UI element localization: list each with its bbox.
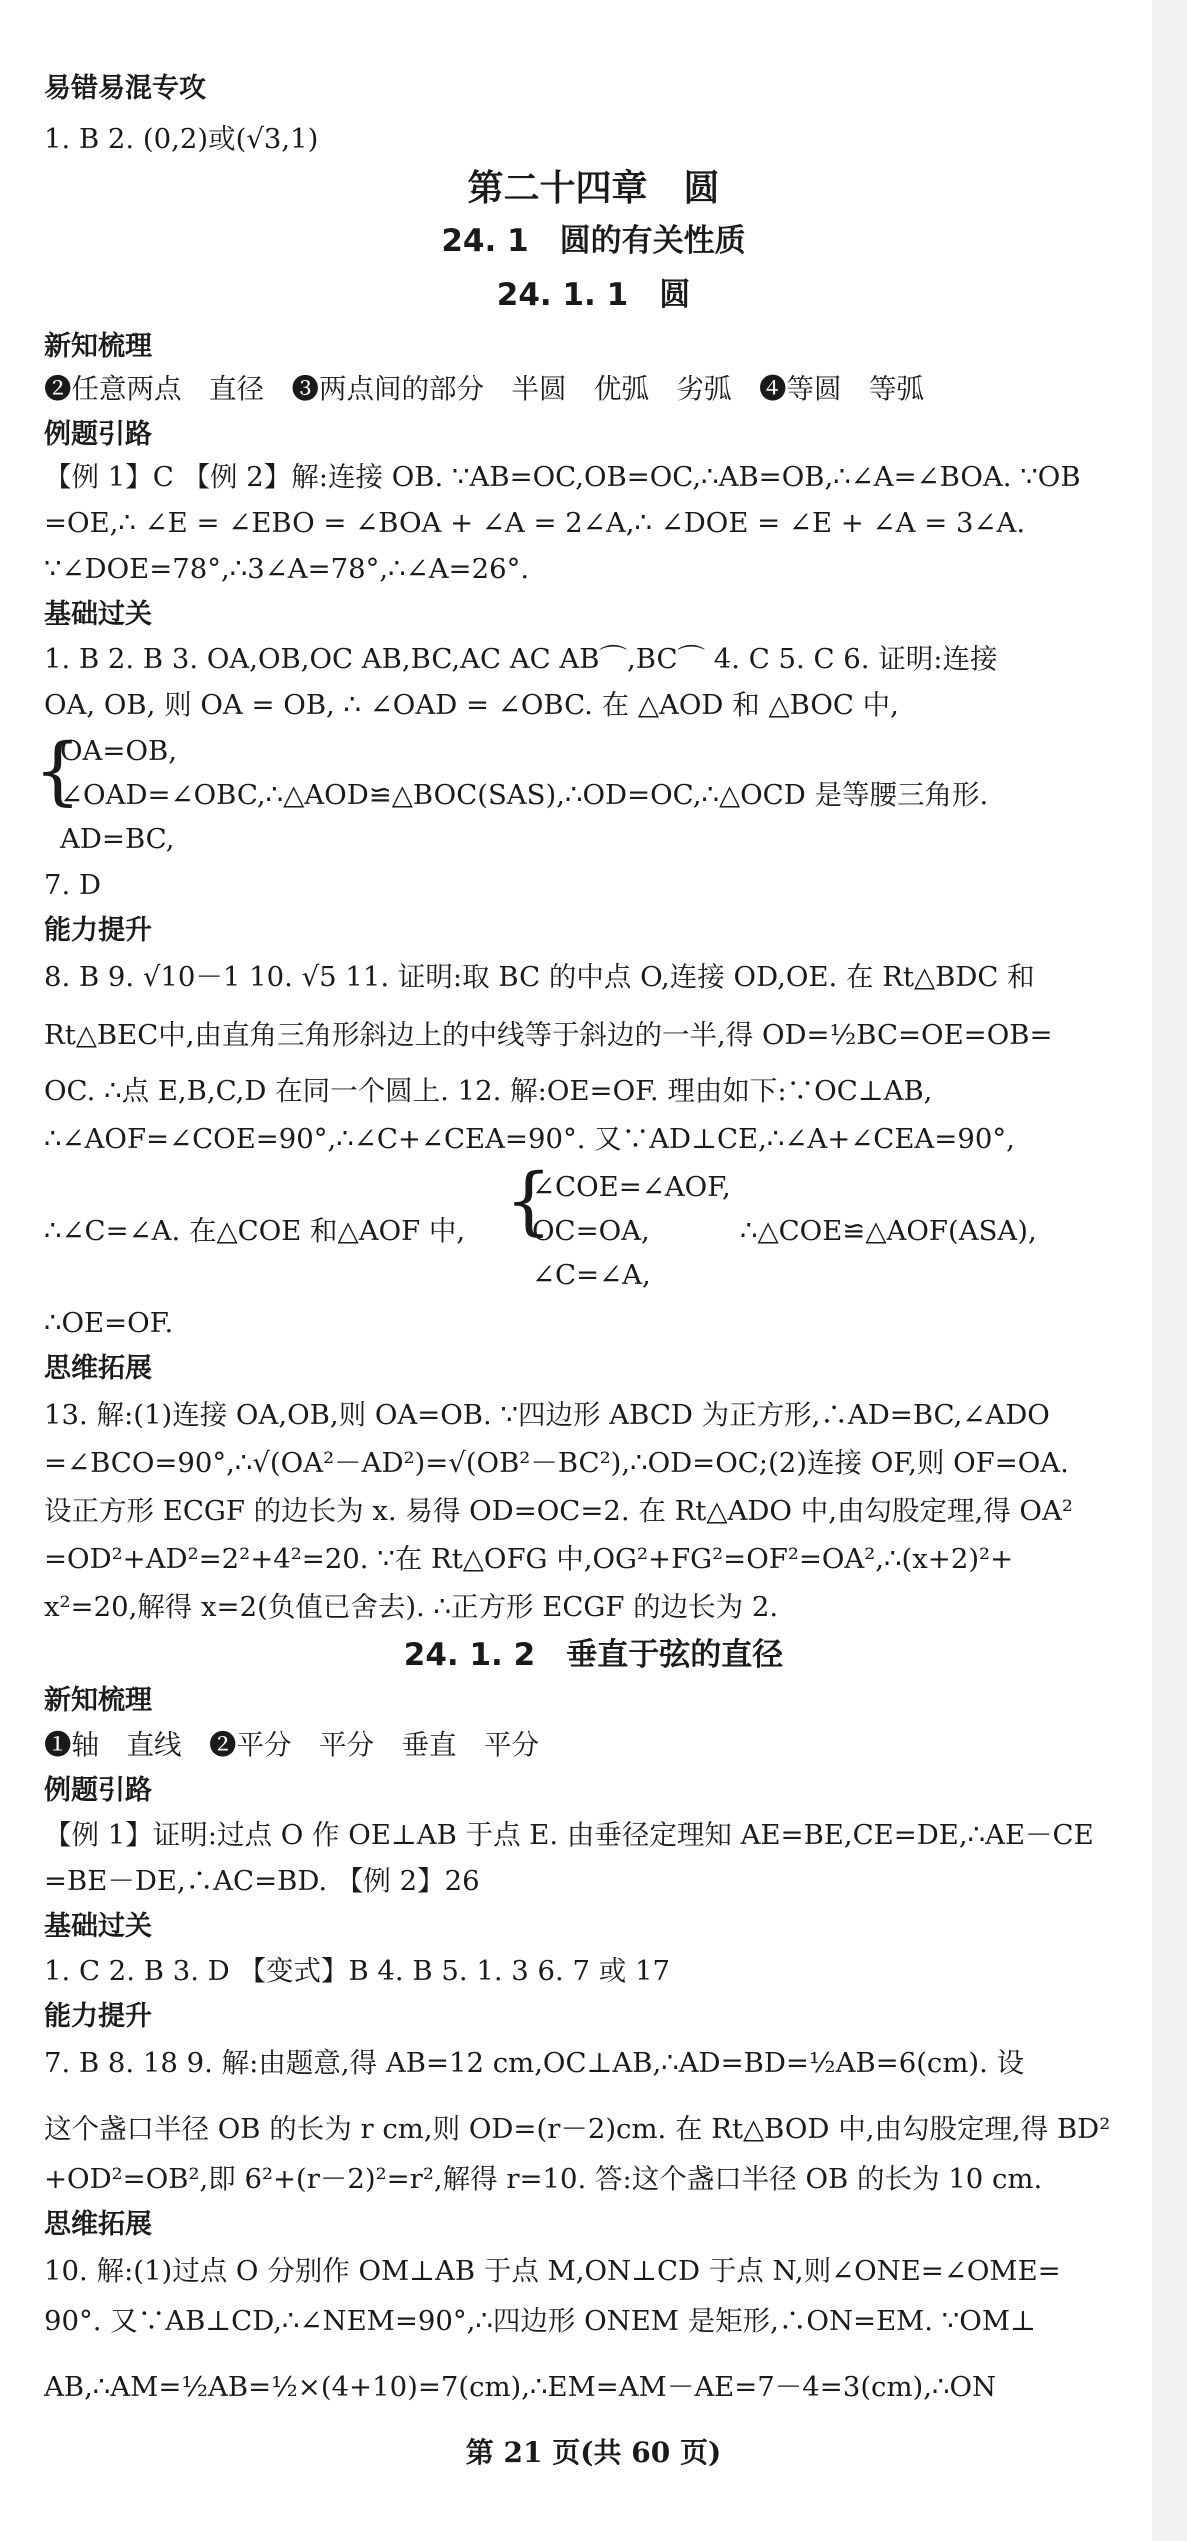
system-line: ∠COE=∠AOF, (532, 1171, 731, 1203)
ability-line: 这个盏口半径 OB 的长为 r cm,则 OD=(r－2)cm. 在 Rt△BOD 中,由勾股定理,得 BD² (44, 2113, 1111, 2145)
ability-line: 7. B 8. 18 9. 解:由题意,得 AB=12 cm,OC⊥AB,∴AD=BD=½AB=6(cm). 设 (44, 2047, 1025, 2079)
example-line: 【例 1】C 【例 2】解:连接 OB. ∵AB=OC,OB=OC,∴AB=OB,∴∠A=∠BOA. ∵OB (44, 461, 1081, 493)
system-line: OA=OB, (60, 735, 177, 767)
chapter-title: 第二十四章 圆 (467, 167, 720, 209)
ability-line: ∴△COE≌△AOF(ASA), (740, 1215, 1037, 1247)
heading-ability: 能力提升 (44, 2001, 152, 2032)
thinking-line: 10. 解:(1)过点 O 分别作 OM⊥AB 于点 M,ON⊥CD 于点 N,则∠ONE=∠OME= (44, 2255, 1061, 2287)
section-title: 24. 1 圆的有关性质 (441, 223, 746, 259)
new-knowledge-answers: ❷任意两点 直径 ❸两点间的部分 半圆 优弧 劣弧 ❹等圆 等弧 (44, 373, 924, 405)
subsection-title-1: 24. 1. 1 圆 (496, 277, 691, 313)
thinking-line: =∠BCO=90°,∴√(OA²－AD²)=√(OB²－BC²),∴OD=OC;(2)连接 OF,则 OF=OA. (44, 1447, 1069, 1479)
example-line: =OE,∴ ∠E = ∠EBO = ∠BOA + ∠A = 2∠A,∴ ∠DOE = ∠E + ∠A = 3∠A. (44, 507, 1026, 539)
system-line: OC=OA, (532, 1215, 650, 1247)
thinking-line: 90°. 又∵AB⊥CD,∴∠NEM=90°,∴四边形 ONEM 是矩形,∴ON=EM. ∵OM⊥ (44, 2305, 1036, 2337)
system-line: AD=BC, (60, 823, 175, 855)
thinking-line: 设正方形 ECGF 的边长为 x. 易得 OD=OC=2. 在 Rt△ADO 中,由勾股定理,得 OA² (44, 1495, 1073, 1527)
ability-line: ∴∠AOF=∠COE=90°,∴∠C+∠CEA=90°. 又∵AD⊥CE,∴∠A+∠CEA=90°, (44, 1123, 1015, 1155)
thinking-line: AB,∴AM=½AB=½×(4+10)=7(cm),∴EM=AM－AE=7－4=3(cm),∴ON (44, 2371, 997, 2403)
ability-line: ∴∠C=∠A. 在△COE 和△AOF 中, (44, 1215, 466, 1247)
ability-line: 8. B 9. √10－1 10. √5 11. 证明:取 BC 的中点 O,连接 OD,OE. 在 Rt△BDC 和 (44, 961, 1035, 993)
system-brace: { (505, 1158, 553, 1244)
subsection-title-2: 24. 1. 2 垂直于弦的直径 (403, 1637, 784, 1673)
thinking-line: 13. 解:(1)连接 OA,OB,则 OA=OB. ∵四边形 ABCD 为正方形,∴AD=BC,∠ADO (44, 1399, 1050, 1431)
page-footer: 第 21 页(共 60 页) (465, 2436, 722, 2469)
thinking-line: x²=20,解得 x=2(负值已舍去). ∴正方形 ECGF 的边长为 2. (44, 1591, 779, 1623)
heading-examples: 例题引路 (44, 1775, 152, 1806)
example-line: 【例 1】证明:过点 O 作 OE⊥AB 于点 E. 由垂径定理知 AE=BE,CE=DE,∴AE－CE (44, 1819, 1094, 1851)
heading-ability: 能力提升 (44, 915, 152, 946)
example-line: =BE－DE,∴AC=BD. 【例 2】26 (44, 1865, 480, 1897)
basic-line: 1. C 2. B 3. D 【变式】B 4. B 5. 1. 3 6. 7 或 17 (44, 1955, 670, 1987)
heading-new-knowledge: 新知梳理 (44, 331, 152, 362)
system-line: ∠C=∠A, (532, 1259, 651, 1291)
heading-error-prone: 易错易混专攻 (44, 73, 206, 104)
heading-basic: 基础过关 (44, 1911, 152, 1942)
basic-line: 1. B 2. B 3. OA,OB,OC AB,BC,AC AC AB⌒,BC⌒ 4. C 5. C 6. 证明:连接 (44, 643, 998, 675)
basic-line: OA, OB, 则 OA = OB, ∴ ∠OAD = ∠OBC. 在 △AOD 和 △BOC 中, (44, 689, 899, 721)
heading-new-knowledge: 新知梳理 (44, 1685, 152, 1716)
page-edge-shadow (1152, 0, 1187, 2541)
heading-examples: 例题引路 (44, 419, 152, 450)
system-brace: { (34, 728, 82, 814)
heading-thinking: 思维拓展 (44, 2209, 152, 2240)
heading-basic: 基础过关 (44, 599, 152, 630)
ability-line: ∴OE=OF. (44, 1307, 174, 1339)
thinking-line: =OD²+AD²=2²+4²=20. ∵在 Rt△OFG 中,OG²+FG²=OF²=OA²,∴(x+2)²+ (44, 1543, 1014, 1575)
example-line: ∵∠DOE=78°,∴3∠A=78°,∴∠A=26°. (44, 553, 530, 585)
ability-line: OC. ∴点 E,B,C,D 在同一个圆上. 12. 解:OE=OF. 理由如下:∵OC⊥AB, (44, 1075, 933, 1107)
new-knowledge-answers: ❶轴 直线 ❷平分 平分 垂直 平分 (44, 1729, 539, 1761)
heading-thinking: 思维拓展 (44, 1353, 152, 1384)
ability-line: +OD²=OB²,即 6²+(r－2)²=r²,解得 r=10. 答:这个盏口半径 OB 的长为 10 cm. (44, 2163, 1043, 2195)
ability-line: Rt△BEC中,由直角三角形斜边上的中线等于斜边的一半,得 OD=½BC=OE=OB= (44, 1019, 1053, 1051)
basic-line: 7. D (44, 869, 102, 901)
answers-error-prone: 1. B 2. (0,2)或(√3,1) (44, 123, 319, 155)
system-line: ∠OAD=∠OBC,∴△AOD≌△BOC(SAS),∴OD=OC,∴△OCD 是等腰三角形. (60, 779, 989, 811)
